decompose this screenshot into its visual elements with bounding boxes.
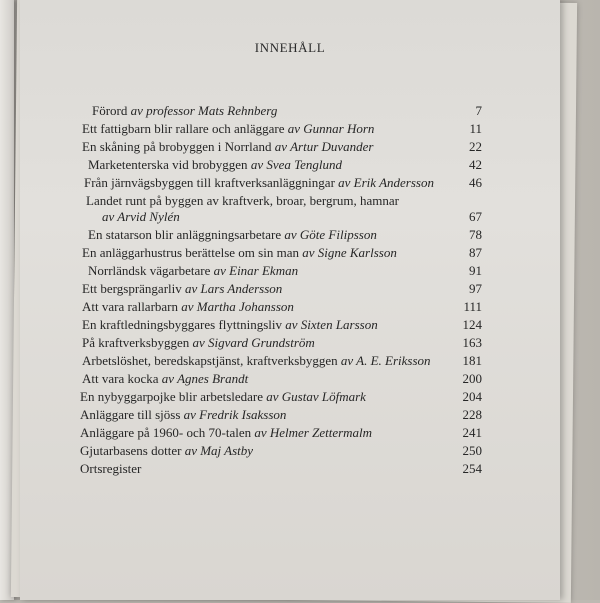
toc-entry-author: av Erik Andersson xyxy=(338,175,434,190)
toc-entry-author: av Martha Johansson xyxy=(181,299,294,314)
toc-entry-author: av Gustav Löfmark xyxy=(266,389,366,404)
toc-entry xyxy=(80,406,286,424)
toc-entry xyxy=(80,460,141,478)
toc-entry-title: Anläggare till sjöss xyxy=(80,407,184,422)
table-of-contents xyxy=(20,102,560,502)
toc-entry-title: En anläggarhustrus berättelse om sin man xyxy=(82,245,303,260)
toc-entry-author: av Gunnar Horn xyxy=(287,121,375,136)
toc-entry-title: Landet runt på byggen av kraftverk, broar, bergrum, hamnar xyxy=(86,193,399,208)
toc-entry-title: Norrländsk vägarbetare xyxy=(88,263,214,278)
toc-entry-author: av Agnes Brandt xyxy=(161,371,249,386)
toc-entry-author: av Svea Tenglund xyxy=(250,157,343,172)
toc-entry-title: På kraftverksbyggen xyxy=(82,335,193,350)
toc-entry-title: Ett fattigbarn blir rallare och anläggare xyxy=(82,121,288,136)
toc-entry xyxy=(80,424,372,442)
toc-entry-title: Från järnvägsbyggen till kraftverksanläggningar xyxy=(84,175,339,190)
toc-entry-author: av Arvid Nylén xyxy=(102,209,180,224)
toc-entry-author: av Signe Karlsson xyxy=(302,245,397,260)
toc-entry xyxy=(82,280,282,298)
toc-entry-title: Ortsregister xyxy=(80,461,142,476)
toc-page-number: 22 xyxy=(469,139,482,154)
toc-entry-title: En kraftledningsbyggares flyttningsliv xyxy=(82,317,286,332)
toc-entry-title: En statarson blir anläggningsarbetare xyxy=(88,227,285,242)
toc-page-number: 163 xyxy=(462,335,482,350)
toc-entry xyxy=(82,244,397,262)
toc-entry xyxy=(80,388,366,406)
toc-entry-title: Att vara kocka xyxy=(82,371,162,386)
toc-page-number: 97 xyxy=(469,281,482,296)
toc-entry-title: Gjutarbasens dotter xyxy=(80,443,185,458)
toc-page-number: 250 xyxy=(462,443,482,458)
toc-entry-author: av Artur Duvander xyxy=(274,139,374,154)
toc-entry-title: En nybyggarpojke blir arbetsledare xyxy=(80,389,267,404)
toc-entry xyxy=(82,120,374,138)
toc-entry xyxy=(88,262,298,280)
toc-entry xyxy=(102,208,180,226)
toc-entry xyxy=(82,352,431,370)
toc-entry-author: av A. E. Eriksson xyxy=(340,353,431,368)
toc-page-number: 78 xyxy=(469,227,482,242)
toc-entry xyxy=(88,156,342,174)
toc-page-number: 181 xyxy=(462,353,482,368)
toc-page-number: 42 xyxy=(469,157,482,172)
toc-entry-title: En skåning på brobyggen i Norrland xyxy=(82,139,275,154)
toc-page-number: 241 xyxy=(462,425,482,440)
book-page xyxy=(20,0,560,600)
toc-entry xyxy=(82,334,315,352)
toc-entry-title: Ett bergsprängarliv xyxy=(82,281,186,296)
toc-page-number: 111 xyxy=(463,299,482,314)
toc-entry xyxy=(82,138,374,156)
toc-entry-author: av professor Mats Rehnberg xyxy=(130,103,278,118)
toc-page-number: 204 xyxy=(462,389,482,404)
toc-entry-author: av Sigvard Grundström xyxy=(192,335,315,350)
toc-entry-title: Arbetslöshet, beredskapstjänst, kraftverksbyggen xyxy=(82,353,341,368)
toc-entry xyxy=(82,370,248,388)
toc-entry-title: Förord xyxy=(92,103,131,118)
toc-page-number: 11 xyxy=(469,121,482,136)
toc-page-number: 87 xyxy=(469,245,482,260)
toc-entry-author: av Einar Ekman xyxy=(213,263,299,278)
toc-entry-author: av Maj Astby xyxy=(184,443,254,458)
toc-entry-title: Marketenterska vid brobyggen xyxy=(88,157,251,172)
toc-entry-author: av Lars Andersson xyxy=(185,281,283,296)
toc-page-number: 228 xyxy=(462,407,482,422)
toc-page-number: 200 xyxy=(462,371,482,386)
toc-page-number: 67 xyxy=(469,209,482,224)
toc-entry xyxy=(88,226,377,244)
toc-page-number: 46 xyxy=(469,175,482,190)
toc-entry xyxy=(82,298,294,316)
page-title: INNEHÅLL xyxy=(254,40,326,55)
toc-entry xyxy=(92,102,277,120)
toc-page-number: 254 xyxy=(462,461,482,476)
toc-page-number: 91 xyxy=(469,263,482,278)
toc-entry xyxy=(82,316,378,334)
toc-entry-author: av Fredrik Isaksson xyxy=(183,407,287,422)
toc-page-number: 124 xyxy=(462,317,482,332)
toc-entry-author: av Göte Filipsson xyxy=(284,227,377,242)
toc-entry xyxy=(84,174,434,192)
toc-entry-title: Att vara rallarbarn xyxy=(82,299,182,314)
toc-entry-title: Anläggare på 1960- och 70-talen xyxy=(80,425,255,440)
toc-entry-author: av Helmer Zettermalm xyxy=(254,425,373,440)
toc-entry-author: av Sixten Larsson xyxy=(285,317,378,332)
toc-page-number: 7 xyxy=(475,103,482,118)
toc-entry xyxy=(80,442,253,460)
